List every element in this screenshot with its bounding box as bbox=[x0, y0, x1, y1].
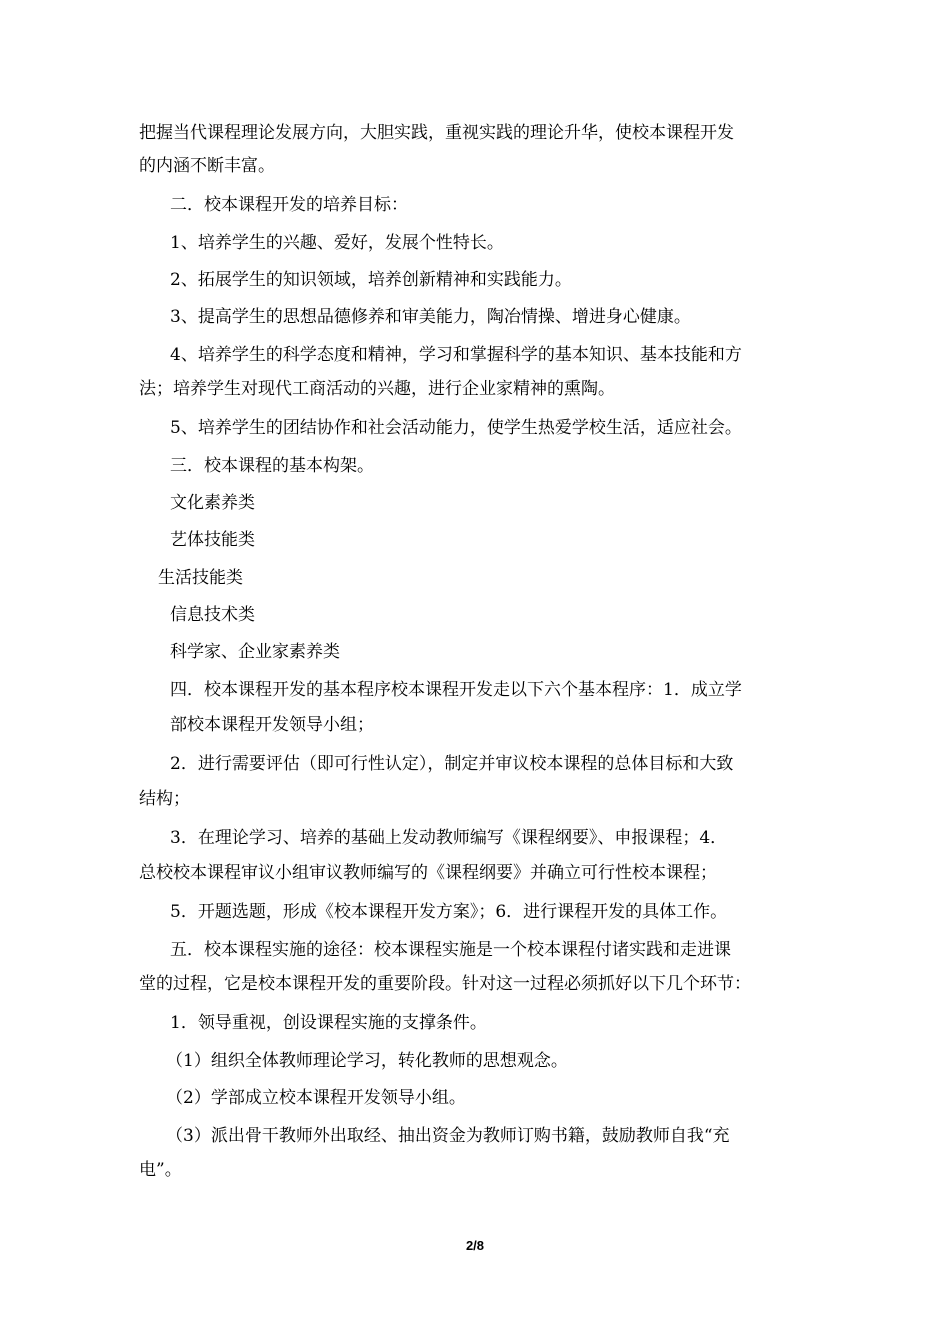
text-line: 把握当代课程理论发展方向，大胆实践，重视实践的理论升华，使校本课程开发 bbox=[139, 123, 734, 143]
section-heading: 三．校本课程的基本构架。 bbox=[170, 456, 374, 476]
sub-list-item: （1）组织全体教师理论学习，转化教师的思想观念。 bbox=[166, 1051, 568, 1071]
list-item: 2、拓展学生的知识领域，培养创新精神和实践能力。 bbox=[170, 270, 572, 290]
list-item: 1、培养学生的兴趣、爱好，发展个性特长。 bbox=[170, 233, 504, 253]
text-line: 结构； bbox=[139, 789, 190, 809]
text-line: 总校校本课程审议小组审议教师编写的《课程纲要》并确立可行性校本课程； bbox=[139, 863, 717, 883]
list-item: 4、培养学生的科学态度和精神，学习和掌握科学的基本知识、基本技能和方 bbox=[170, 345, 742, 365]
category-item: 文化素养类 bbox=[170, 493, 255, 513]
text-line: 的内涵不断丰富。 bbox=[139, 156, 275, 176]
section-heading: 五．校本课程实施的途径：校本课程实施是一个校本课程付诸实践和走进课 bbox=[170, 940, 731, 960]
section-heading: 二．校本课程开发的培养目标： bbox=[170, 195, 408, 215]
list-item: 3、提高学生的思想品德修养和审美能力，陶冶情操、增进身心健康。 bbox=[170, 307, 691, 327]
section-heading: 四．校本课程开发的基本程序校本课程开发走以下六个基本程序：1．成立学 bbox=[170, 680, 742, 700]
list-item: 3．在理论学习、培养的基础上发动教师编写《课程纲要》、申报课程；4． bbox=[170, 828, 728, 848]
list-item: 1．领导重视，创设课程实施的支撑条件。 bbox=[170, 1013, 487, 1033]
text-line: 堂的过程，它是校本课程开发的重要阶段。针对这一过程必须抓好以下几个环节： bbox=[139, 974, 751, 994]
sub-list-item: （3）派出骨干教师外出取经、抽出资金为教师订购书籍，鼓励教师自我“充 bbox=[166, 1126, 730, 1146]
category-item: 生活技能类 bbox=[158, 568, 243, 588]
category-item: 艺体技能类 bbox=[170, 530, 255, 550]
list-item: 5、培养学生的团结协作和社会活动能力，使学生热爱学校生活，适应社会。 bbox=[170, 418, 742, 438]
text-line: 法；培养学生对现代工商活动的兴趣，进行企业家精神的熏陶。 bbox=[139, 379, 615, 399]
category-item: 信息技术类 bbox=[170, 605, 255, 625]
category-item: 科学家、企业家素养类 bbox=[170, 642, 340, 662]
text-line: 部校本课程开发领导小组； bbox=[170, 715, 374, 735]
list-item: 2．进行需要评估（即可行性认定），制定并审议校本课程的总体目标和大致 bbox=[170, 754, 734, 774]
text-line: 电”。 bbox=[139, 1160, 182, 1180]
page-number: 2/8 bbox=[465, 1238, 485, 1253]
sub-list-item: （2）学部成立校本课程开发领导小组。 bbox=[166, 1088, 466, 1108]
list-item: 5．开题选题，形成《校本课程开发方案》；6．进行课程开发的具体工作。 bbox=[170, 902, 728, 922]
